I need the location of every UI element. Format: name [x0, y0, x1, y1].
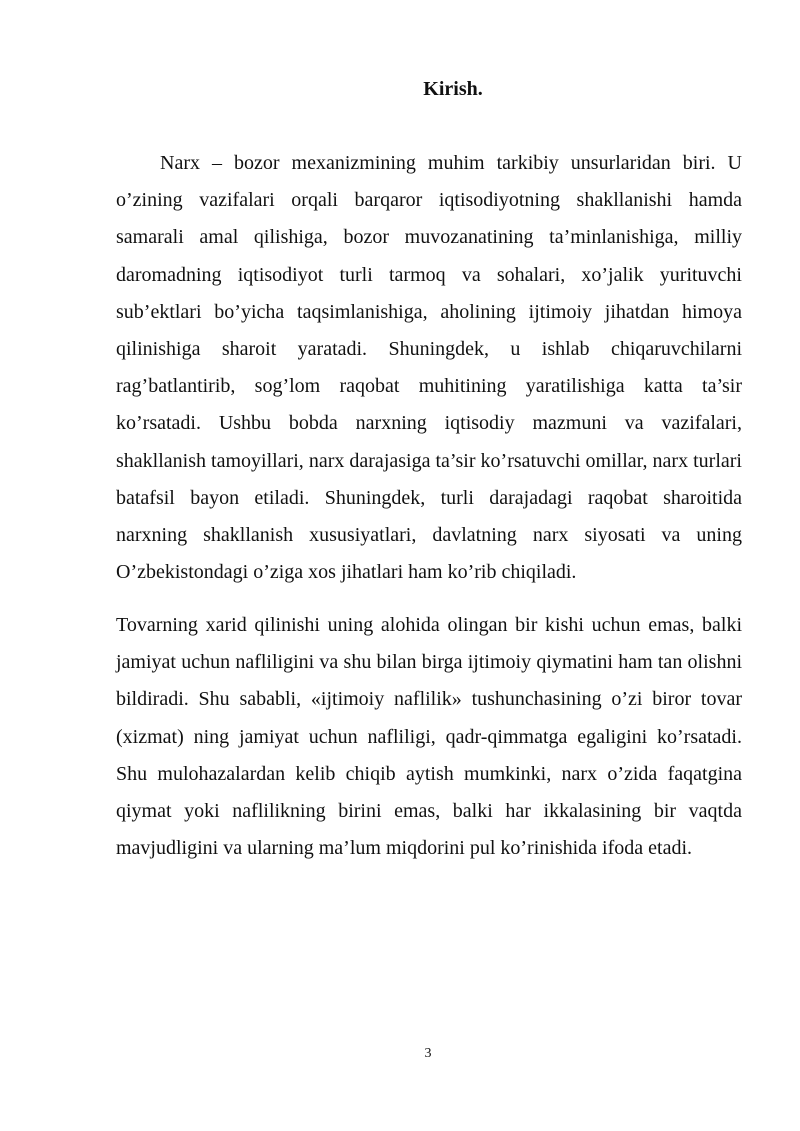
page-title: Kirish. — [423, 78, 483, 100]
page-number: 3 — [424, 1046, 432, 1061]
paragraph-intro: Narx – bozor mexanizmining muhim tarkibiy unsurlaridan biri. U o’zining vazifalari orqali barqaror iqtisodiyotning shakllanishi hamda samarali amal qilishiga, bozor muvozanatining ta’minlanishiga, milliy daromadning iqtisodiyot turli tarmoq va sohalari, xo’jalik yurituvchi sub’ektlari bo’yicha taqsimlanishiga, aholining ijtimoiy jihatdan himoya qilinishiga sharoit yaratadi. Shuningdek, u ishlab chiqaruvchilarni rag’batlantirib, sog’lom raqobat muhitining yaratilishiga katta ta’sir ko’rsatadi. Ushbu bobda narxning iqtisodiy mazmuni va vazifalari, shakllanish tamoyillari, narx darajasiga ta’sir ko’rsatuvchi omillar, narx turlari batafsil bayon etiladi. Shuningdek, turli darajadagi raqobat sharoitida narxning shakllanish xususiyatlari, davlatning narx siyosati va uning O’zbekistondagi o’ziga xos jihatlari ham ko’rib chiqiladi. — [116, 152, 742, 584]
paragraph-social-utility: Tovarning xarid qilinishi uning alohida olingan bir kishi uchun emas, balki jamiyat uchun nafliligini va shu bilan birga ijtimoiy qiymatini ham tan olishni bildiradi. Shu sababli, «ijtimoiy naflilik» tushunchasining o’zi biror tovar (xizmat) ning jamiyat uchun nafliligi, qadr-qimmatga egaligini ko’rsatadi. Shu mulohazalardan kelib chiqib aytish mumkinki, narx o’zida faqatgina qiymat yoki naflilikning birini emas, balki har ikkalasining bir vaqtda mavjudligini va ularning ma’lum miqdorini pul ko’rinishida ifoda etadi. — [116, 614, 742, 860]
